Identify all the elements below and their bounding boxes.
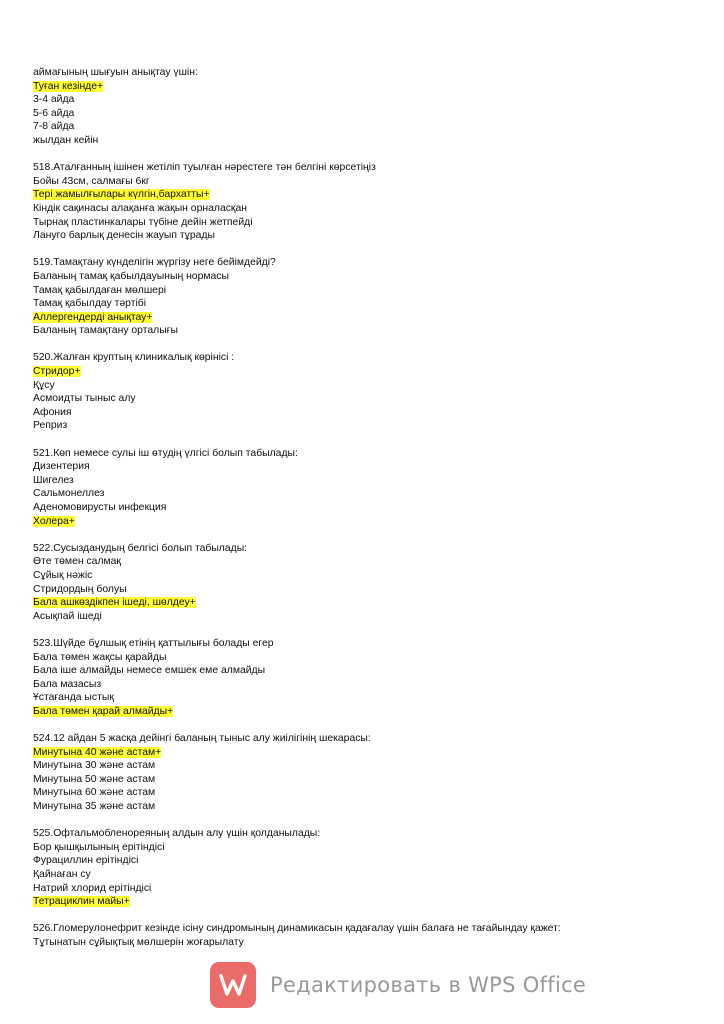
highlighted-answer: Холера+ xyxy=(33,515,75,527)
doc-line xyxy=(33,515,693,529)
doc-line xyxy=(33,800,693,814)
doc-line xyxy=(33,188,693,202)
doc-line-text: 3-4 айда xyxy=(33,94,75,106)
doc-line xyxy=(33,651,693,665)
doc-line xyxy=(33,922,693,936)
doc-line xyxy=(33,202,693,216)
blank-line xyxy=(33,909,693,923)
doc-line-text: Тырнақ пластинкалары түбіне дейін жетпейді xyxy=(33,216,253,228)
doc-line xyxy=(33,691,693,705)
doc-line xyxy=(33,746,693,760)
doc-line-text: Асмоидты тыныс алу xyxy=(33,393,136,405)
doc-line xyxy=(33,351,693,365)
highlighted-answer: Тетрациклин майы+ xyxy=(33,896,130,908)
wps-edit-label[interactable]: Редактировать в WPS Office xyxy=(270,973,587,997)
doc-line-text: Шигелез xyxy=(33,474,74,486)
doc-line xyxy=(33,447,693,461)
doc-line xyxy=(33,664,693,678)
document-body xyxy=(33,66,693,950)
doc-line-text: Қайнаған су xyxy=(33,869,91,881)
doc-line xyxy=(33,596,693,610)
doc-line xyxy=(33,759,693,773)
wps-edit-banner[interactable] xyxy=(210,960,586,1010)
doc-line xyxy=(33,161,693,175)
doc-line xyxy=(33,175,693,189)
highlighted-answer: Аллергендерді анықтау+ xyxy=(33,311,153,323)
doc-line xyxy=(33,460,693,474)
doc-line-text: 525.Офтальмобленореяның алдын алу үшін қолданылады: xyxy=(33,828,321,840)
doc-line-text: Тұтынатын сұйықтық мөлшерін жоғарылату xyxy=(33,937,244,948)
doc-line-text: Реприз xyxy=(33,420,68,432)
doc-line xyxy=(33,229,693,243)
doc-line-text: Сальмонеллез xyxy=(33,488,105,500)
doc-line xyxy=(33,841,693,855)
doc-line-text: 520.Жалған круптың клиникалық көрінісі : xyxy=(33,352,235,364)
doc-line-text: жылдан кейін xyxy=(33,134,99,146)
blank-line xyxy=(33,623,693,637)
doc-line xyxy=(33,868,693,882)
doc-line xyxy=(33,365,693,379)
doc-line-text: Натрий хлорид ерітіндісі xyxy=(33,882,152,894)
doc-line-text: Бала іше алмайды немесе емшек еме алмайды xyxy=(33,665,266,677)
doc-line-text: Асықпай ішеді xyxy=(33,610,102,622)
doc-line-text: Бала төмен жақсы қарайды xyxy=(33,651,167,663)
doc-line-text: Минутына 60 және астам xyxy=(33,787,156,799)
doc-line-text: Минутына 50 және астам xyxy=(33,773,156,785)
doc-line-text: Кіндік сақинасы алақанға жақын орналасқан xyxy=(33,202,247,214)
doc-line xyxy=(33,487,693,501)
highlighted-answer: Бала ашкөздікпен ішеді, шөлдеу+ xyxy=(33,597,196,609)
blank-line xyxy=(33,719,693,733)
doc-line xyxy=(33,216,693,230)
doc-line xyxy=(33,705,693,719)
doc-line xyxy=(33,392,693,406)
doc-line xyxy=(33,297,693,311)
blank-line xyxy=(33,814,693,828)
highlighted-answer: Туған кезінде+ xyxy=(33,80,104,92)
doc-line xyxy=(33,895,693,909)
doc-line xyxy=(33,93,693,107)
doc-line xyxy=(33,678,693,692)
doc-line xyxy=(33,583,693,597)
doc-line xyxy=(33,732,693,746)
doc-line xyxy=(33,637,693,651)
doc-line-text: Афония xyxy=(33,406,72,418)
wps-logo-icon xyxy=(210,962,256,1008)
doc-line-text: 523.Шүйде бұлшық етінің қаттылығы болады егер xyxy=(33,637,274,649)
blank-line xyxy=(33,148,693,162)
doc-line xyxy=(33,324,693,338)
highlighted-answer: Тері жамылғылары күлгін,бархатты+ xyxy=(33,189,210,201)
doc-line xyxy=(33,311,693,325)
doc-line-text: Сұйық нәжіс xyxy=(33,569,93,581)
doc-line-text: Аденомовирусты инфекция xyxy=(33,502,167,513)
doc-line xyxy=(33,134,693,148)
doc-line-text: Бала мазасыз xyxy=(33,678,102,690)
doc-line-text: 522.Сусызданудың белгісі болып табылады: xyxy=(33,542,248,554)
doc-line-text: Баланың тамақ қабылдауының нормасы xyxy=(33,270,229,282)
doc-line-text: Құсу xyxy=(33,379,55,391)
highlighted-answer: Бала төмен қарай алмайды+ xyxy=(33,705,174,717)
doc-line xyxy=(33,66,693,80)
doc-line-text: 7-8 айда xyxy=(33,121,75,133)
doc-line xyxy=(33,501,693,515)
doc-line-text: Минутына 35 және астам xyxy=(33,801,156,813)
doc-line xyxy=(33,270,693,284)
doc-line xyxy=(33,854,693,868)
doc-line-text: Лануго барлық денесін жауып тұрады xyxy=(33,230,215,242)
doc-line-text: Баланың тамақтану орталығы xyxy=(33,325,178,337)
doc-line-text: Ұстағанда ыстық xyxy=(33,692,114,704)
doc-line-text: Тамақ қабылдау тәртібі xyxy=(33,298,147,310)
highlighted-answer: Стридор+ xyxy=(33,366,81,378)
doc-line xyxy=(33,107,693,121)
doc-line-text: Өте төмен салмақ xyxy=(33,556,121,568)
doc-line xyxy=(33,827,693,841)
doc-line-text: аймағының шығуын анықтау үшін: xyxy=(33,67,198,78)
highlighted-answer: Минутына 40 және астам+ xyxy=(33,746,162,758)
doc-line xyxy=(33,120,693,134)
doc-line-text: Тамақ қабылдаған мөлшері xyxy=(33,284,167,296)
doc-line-text: Минутына 30 және астам xyxy=(33,760,156,772)
doc-line xyxy=(33,419,693,433)
doc-line-text: 524.12 айдан 5 жасқа дейінгі баланың тыныс алу жиілігінің шекарасы: xyxy=(33,733,371,745)
doc-line-text: Фурациллин ерітіндісі xyxy=(33,855,139,867)
blank-line xyxy=(33,528,693,542)
doc-line-text: Бойы 43см, салмағы 6кг xyxy=(33,175,150,187)
doc-line xyxy=(33,882,693,896)
doc-line xyxy=(33,569,693,583)
doc-line-text: 521.Көп немесе сулы іш өтудің үлгісі болып табылады: xyxy=(33,447,298,459)
doc-line xyxy=(33,936,693,950)
doc-line xyxy=(33,406,693,420)
doc-line xyxy=(33,610,693,624)
doc-line-text: Дизентерия xyxy=(33,461,90,473)
doc-line-text: Бор қышқылының ерітіндісі xyxy=(33,841,165,853)
doc-line-text: 5-6 айда xyxy=(33,107,75,119)
doc-line-text: Стридордың болуы xyxy=(33,583,127,595)
doc-line-text: 526.Гломерулонефрит кезінде ісіну синдромының динамикасын қадағалау үшін балаға не тағайындау қажет: xyxy=(33,923,561,935)
doc-line xyxy=(33,474,693,488)
doc-line xyxy=(33,256,693,270)
doc-line xyxy=(33,284,693,298)
doc-line xyxy=(33,80,693,94)
doc-line-text: 518.Аталғанның ішінен жетіліп туылған нәрестеге тән белгіні көрсетіңіз xyxy=(33,162,376,174)
doc-line xyxy=(33,786,693,800)
doc-line xyxy=(33,379,693,393)
doc-line xyxy=(33,773,693,787)
blank-line xyxy=(33,433,693,447)
doc-line-text: 519.Тамақтану күнделігін жүргізу неге бейімдейді? xyxy=(33,257,276,269)
doc-line xyxy=(33,555,693,569)
blank-line xyxy=(33,243,693,257)
blank-line xyxy=(33,338,693,352)
doc-line xyxy=(33,542,693,556)
